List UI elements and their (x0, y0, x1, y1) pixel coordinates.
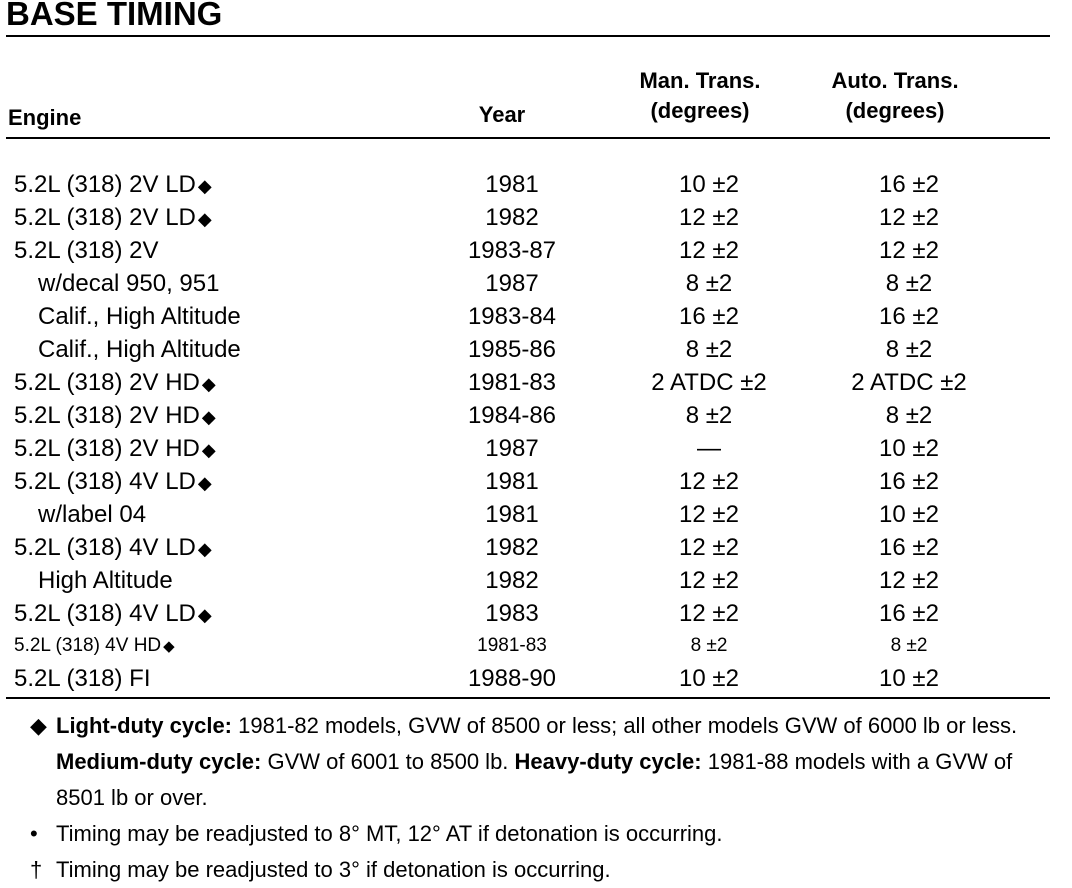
manual-timing-cell: 8 ±2 (690, 635, 728, 656)
engine-cell (38, 300, 243, 335)
year-cell: 1987 (485, 270, 539, 297)
auto-timing-cell: 12 ±2 (879, 204, 939, 231)
engine-cell (14, 201, 212, 236)
engine-label: 5.2L (318) 2V (14, 237, 159, 264)
table-row (0, 234, 1072, 267)
table-row (0, 201, 1072, 234)
footnote-label-medium-duty: Medium-duty cycle: (56, 749, 262, 774)
engine-label: w/label 04 (38, 501, 147, 528)
manual-timing-cell: 16 ±2 (679, 303, 739, 330)
engine-cell (38, 333, 243, 368)
engine-cell (14, 630, 175, 663)
dagger-footnote-icon: † (30, 857, 43, 882)
year-cell: 1982 (485, 534, 539, 561)
engine-label: w/decal 950, 951 (38, 270, 220, 297)
auto-timing-cell: 16 ±2 (879, 534, 939, 561)
year-cell: 1982 (485, 204, 539, 231)
table-row (0, 465, 1072, 498)
diamond-marker-icon: ◆ (197, 176, 212, 196)
engine-cell (14, 366, 216, 401)
year-cell: 1983-84 (467, 303, 557, 330)
year-cell: 1981-83 (477, 635, 547, 656)
footnote-text: GVW of 6001 to 8500 lb. (261, 749, 515, 774)
engine-label: 5.2L (318) 4V HD (14, 635, 162, 656)
footnote-detonation-3deg (30, 852, 1040, 888)
engine-cell (14, 465, 212, 500)
year-cell: 1981 (485, 171, 539, 198)
footnote-duty-cycle (30, 708, 1040, 816)
footnote-text: 1981-88 models with a GVW of 8501 lb or over. (56, 749, 1013, 810)
column-header-manual-trans (600, 66, 800, 126)
engine-label: 5.2L (318) FI (14, 665, 151, 692)
year-cell: 1983-87 (467, 237, 557, 264)
manual-timing-cell: 12 ±2 (679, 204, 739, 231)
diamond-marker-icon: ◆ (197, 605, 212, 625)
table-row (0, 662, 1072, 695)
diamond-marker-icon: ◆ (197, 209, 212, 229)
footnote-detonation-mt-at (30, 816, 1040, 852)
timing-table (0, 168, 1072, 695)
auto-timing-cell: 8 ±2 (885, 402, 933, 429)
manual-timing-cell: 12 ±2 (679, 534, 739, 561)
engine-cell (38, 498, 148, 533)
manual-timing-cell: 8 ±2 (685, 402, 733, 429)
auto-timing-cell: 8 ±2 (885, 336, 933, 363)
manual-timing-cell: 2 ATDC ±2 (651, 369, 767, 396)
diamond-marker-icon: ◆ (163, 638, 175, 655)
auto-timing-cell: 16 ±2 (879, 468, 939, 495)
manual-timing-cell: 12 ±2 (679, 600, 739, 627)
table-row (0, 300, 1072, 333)
diamond-marker-icon: ◆ (201, 440, 216, 460)
manual-timing-cell: 12 ±2 (679, 468, 739, 495)
table-row (0, 366, 1072, 399)
table-row (0, 432, 1072, 465)
table-row (0, 597, 1072, 630)
year-cell: 1981-83 (467, 369, 557, 396)
diamond-marker-icon: ◆ (201, 407, 216, 427)
engine-label: 5.2L (318) 4V LD (14, 468, 196, 495)
year-cell: 1987 (485, 435, 539, 462)
engine-label: Calif., High Altitude (38, 336, 241, 363)
auto-timing-cell: 12 ±2 (879, 237, 939, 264)
footnote-label-heavy-duty: Heavy-duty cycle: (514, 749, 702, 774)
bullet-footnote-icon: • (30, 821, 38, 846)
table-row (0, 399, 1072, 432)
engine-cell (14, 234, 161, 269)
engine-label: High Altitude (38, 567, 173, 594)
auto-timing-cell: 12 ±2 (879, 567, 939, 594)
year-cell: 1984-86 (467, 402, 557, 429)
table-row (0, 333, 1072, 366)
manual-timing-cell: 8 ±2 (685, 336, 733, 363)
auto-timing-cell: 8 ±2 (890, 635, 928, 656)
diamond-marker-icon: ◆ (197, 473, 212, 493)
year-cell: 1981 (485, 501, 539, 528)
engine-label: 5.2L (318) 2V LD (14, 171, 196, 198)
auto-timing-cell: 2 ATDC ±2 (851, 369, 967, 396)
engine-cell (14, 168, 212, 203)
column-header-auto-trans (790, 66, 1000, 126)
engine-cell (38, 267, 221, 302)
column-header-engine (8, 103, 81, 133)
engine-label: 5.2L (318) 2V HD (14, 435, 200, 462)
auto-timing-cell: 8 ±2 (885, 270, 933, 297)
footnotes (30, 708, 1040, 888)
column-header-manual-line2: (degrees) (650, 98, 750, 123)
column-header-auto-line2: (degrees) (845, 98, 945, 123)
year-cell: 1983 (485, 600, 539, 627)
auto-timing-cell: 16 ±2 (879, 303, 939, 330)
auto-timing-cell: 10 ±2 (879, 665, 939, 692)
column-header-manual-line1: Man. Trans. (639, 68, 761, 93)
year-cell: 1985-86 (467, 336, 557, 363)
engine-cell (14, 399, 216, 434)
auto-timing-cell: 10 ±2 (879, 435, 939, 462)
column-header-year (462, 100, 542, 130)
auto-timing-cell: 16 ±2 (879, 600, 939, 627)
table-row (0, 531, 1072, 564)
manual-timing-cell: 12 ±2 (679, 237, 739, 264)
footnote-label-light-duty: Light-duty cycle: (56, 713, 233, 738)
title-rule (6, 35, 1050, 37)
engine-label: Calif., High Altitude (38, 303, 241, 330)
engine-label: 5.2L (318) 4V LD (14, 600, 196, 627)
auto-timing-cell: 10 ±2 (879, 501, 939, 528)
footnote-text: 1981-82 models, GVW of 8500 or less; all other models GVW of 6000 lb or less. (232, 713, 1018, 738)
manual-timing-cell: — (697, 435, 721, 462)
column-header-engine-label: Engine (8, 105, 82, 130)
manual-timing-cell: 12 ±2 (679, 567, 739, 594)
table-row (0, 168, 1072, 201)
diamond-marker-icon: ◆ (197, 539, 212, 559)
engine-cell (38, 564, 175, 599)
page-title: BASE TIMING (6, 0, 223, 32)
diamond-footnote-icon: ◆ (30, 713, 47, 738)
engine-label: 5.2L (318) 4V LD (14, 534, 196, 561)
column-header-year-label: Year (478, 102, 526, 127)
year-cell: 1982 (485, 567, 539, 594)
engine-cell (14, 432, 216, 467)
year-cell: 1988-90 (467, 665, 557, 692)
engine-cell (14, 597, 212, 632)
table-row (0, 267, 1072, 300)
auto-timing-cell: 16 ±2 (879, 171, 939, 198)
engine-label: 5.2L (318) 2V LD (14, 204, 196, 231)
footnote-text: Timing may be readjusted to 3° if detonation is occurring. (56, 857, 611, 882)
manual-timing-cell: 8 ±2 (685, 270, 733, 297)
table-row (0, 498, 1072, 531)
manual-timing-cell: 12 ±2 (679, 501, 739, 528)
column-header-auto-line1: Auto. Trans. (831, 68, 959, 93)
footer-rule (6, 697, 1050, 699)
engine-label: 5.2L (318) 2V HD (14, 402, 200, 429)
manual-timing-cell: 10 ±2 (679, 665, 739, 692)
year-cell: 1981 (485, 468, 539, 495)
table-row (0, 630, 1072, 662)
footnote-text: Timing may be readjusted to 8° MT, 12° AT if detonation is occurring. (56, 821, 723, 846)
engine-cell (14, 531, 212, 566)
table-row (0, 564, 1072, 597)
diamond-marker-icon: ◆ (201, 374, 216, 394)
engine-cell (14, 662, 153, 697)
engine-label: 5.2L (318) 2V HD (14, 369, 200, 396)
manual-timing-cell: 10 ±2 (679, 171, 739, 198)
header-rule (6, 137, 1050, 139)
